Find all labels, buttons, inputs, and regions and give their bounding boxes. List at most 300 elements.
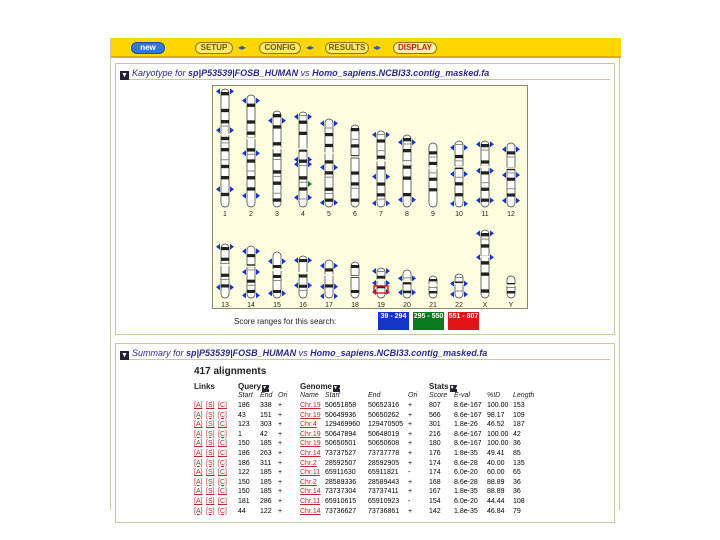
cell-gs: 28592507 <box>325 459 357 467</box>
hit-marker-icon[interactable] <box>308 114 312 120</box>
cell-pid: 100.00 <box>487 430 509 438</box>
genome-start-header: Start <box>325 392 340 399</box>
chromosome-label: 19 <box>377 302 385 309</box>
hit-marker-icon[interactable] <box>308 257 312 263</box>
chromosome-label: 17 <box>325 302 333 309</box>
hit-marker-icon[interactable] <box>490 254 494 260</box>
hit-marker-icon[interactable] <box>216 88 220 94</box>
hit-marker-icon[interactable] <box>294 195 298 201</box>
align-link[interactable]: [A] <box>194 440 203 448</box>
hit-marker-icon[interactable] <box>230 186 234 192</box>
cell-gs: 65911630 <box>325 469 356 477</box>
context-link[interactable]: [C] <box>218 507 227 515</box>
stats-length-header: Length <box>513 392 535 399</box>
chromosome-label: 16 <box>299 302 307 309</box>
cell-len: 187 <box>513 421 525 429</box>
cell-ge: 28592905 <box>368 459 400 467</box>
cell-len: 42 <box>513 430 521 438</box>
hit-marker-icon[interactable] <box>308 282 312 288</box>
cell-qs: 44 <box>238 507 246 515</box>
hit-marker-icon[interactable] <box>398 197 402 203</box>
cell-qe: 286 <box>260 498 272 505</box>
karyotype-title-prefix: Karyotype for <box>132 68 186 78</box>
sequence-link[interactable]: [S] <box>206 469 215 477</box>
hit-marker-icon[interactable] <box>230 88 234 94</box>
hit-marker-icon[interactable] <box>464 171 468 177</box>
chromosome-9[interactable] <box>429 143 438 218</box>
chromosome-17[interactable] <box>320 260 338 309</box>
align-link[interactable]: [A] <box>194 430 203 438</box>
chromosome-13[interactable] <box>216 244 234 309</box>
hit-marker-icon[interactable] <box>398 139 402 145</box>
hit-marker-icon[interactable] <box>320 293 324 299</box>
hit-marker-icon[interactable] <box>282 290 286 296</box>
context-link[interactable]: [C] <box>218 478 227 486</box>
chromosome-link[interactable]: Chr.14 <box>300 450 321 457</box>
context-link[interactable]: [C] <box>218 469 227 477</box>
cell-qs: 150 <box>238 440 250 448</box>
hit-marker-icon[interactable] <box>412 139 416 145</box>
hit-marker-icon[interactable] <box>334 200 338 206</box>
score-range-mid: 295 - 550 <box>413 312 444 330</box>
karyotype-ideogram[interactable] <box>213 86 529 310</box>
cell-ge: 50652316 <box>368 402 400 409</box>
cell-qo: + <box>278 507 283 515</box>
cell-qs: 186 <box>238 450 250 457</box>
cell-pid: 100.00 <box>487 402 509 409</box>
cell-qe: 303 <box>260 421 272 429</box>
cell-pid: 88.89 <box>487 478 505 486</box>
cell-len: 36 <box>513 478 521 486</box>
hit-marker-icon[interactable] <box>476 141 480 147</box>
hit-marker-icon[interactable] <box>450 171 454 177</box>
hit-marker-icon[interactable] <box>308 157 312 163</box>
sequence-link[interactable]: [S] <box>206 488 215 496</box>
query-header <box>238 382 273 392</box>
hit-marker-icon[interactable] <box>268 118 272 124</box>
hit-marker-icon[interactable] <box>320 263 324 269</box>
hit-marker-icon[interactable] <box>294 114 298 120</box>
chromosome-link[interactable]: Chr.4 <box>300 421 317 429</box>
cell-qo: + <box>278 469 283 477</box>
hit-marker-icon[interactable] <box>386 174 390 180</box>
chromosome-link[interactable]: Chr.11 <box>300 469 321 477</box>
hit-marker-icon[interactable] <box>320 200 324 206</box>
cell-eval: 6.0e-20 <box>454 469 478 477</box>
hit-marker-icon[interactable] <box>450 281 454 287</box>
chromosome-20[interactable] <box>398 270 416 309</box>
chromosome-link[interactable]: Chr.2 <box>300 459 317 467</box>
sequence-link[interactable]: [S] <box>206 430 215 438</box>
chromosome-10[interactable] <box>450 141 468 218</box>
cell-gs: 50647894 <box>325 430 357 438</box>
sequence-link[interactable]: [S] <box>206 478 215 486</box>
new-button[interactable]: new <box>131 42 165 54</box>
chromosome-label: 2 <box>249 211 253 218</box>
hit-marker-icon[interactable] <box>398 289 402 295</box>
hit-marker-icon[interactable] <box>386 280 390 286</box>
cell-pid: 98.17 <box>487 411 505 419</box>
hit-marker-icon[interactable] <box>372 132 376 138</box>
chromosome-X[interactable] <box>476 230 494 309</box>
hit-marker-icon[interactable] <box>502 172 506 178</box>
chromosome-1[interactable] <box>216 88 234 218</box>
hit-marker-icon[interactable] <box>450 291 454 297</box>
hit-marker-icon[interactable] <box>320 164 324 170</box>
chromosome-7[interactable] <box>372 131 390 218</box>
chromosome-5[interactable] <box>320 119 338 218</box>
cell-qe: 151 <box>260 411 272 419</box>
chromosome-21[interactable] <box>429 276 438 309</box>
hit-marker-icon[interactable] <box>372 268 376 274</box>
cell-len: 65 <box>513 469 521 477</box>
cell-gs: 73737304 <box>325 488 357 496</box>
chromosome-11[interactable] <box>476 141 494 218</box>
genome-ori-header: Ori <box>408 392 418 399</box>
context-link[interactable]: [C] <box>218 430 227 438</box>
chromosome-label: Y <box>508 302 514 309</box>
align-link[interactable]: [A] <box>194 450 203 457</box>
cell-eval: 8.6e-167 <box>454 440 482 448</box>
context-link[interactable]: [C] <box>218 488 227 496</box>
chromosome-link[interactable]: Chr.19 <box>300 402 321 409</box>
workflow-nav-bar <box>111 38 621 58</box>
hit-marker-icon[interactable] <box>490 230 494 236</box>
hit-marker-icon[interactable] <box>242 193 246 199</box>
hit-marker-icon[interactable] <box>268 258 272 264</box>
cell-eval: 1.8e-35 <box>454 507 478 515</box>
cell-eval: 8.6e-167 <box>454 402 482 409</box>
hit-marker-icon[interactable] <box>334 164 338 170</box>
hit-marker-icon[interactable] <box>398 275 402 281</box>
hit-marker-icon[interactable] <box>490 197 494 203</box>
hit-marker-icon[interactable] <box>464 145 468 151</box>
chromosome-19[interactable] <box>372 268 390 309</box>
cell-qo: + <box>278 478 283 486</box>
links-header: Links <box>194 382 215 391</box>
cell-qe: 185 <box>260 478 272 486</box>
sequence-link[interactable]: [S] <box>206 507 215 515</box>
hit-marker-icon[interactable] <box>216 186 220 192</box>
hit-marker-icon[interactable] <box>216 127 220 133</box>
cell-gs: 73737527 <box>325 450 357 457</box>
chromosome-label: 1 <box>223 211 227 218</box>
align-link[interactable]: [A] <box>194 498 203 505</box>
align-link[interactable]: [A] <box>194 478 203 486</box>
sequence-link[interactable]: [S] <box>206 440 215 448</box>
chromosome-Y[interactable] <box>507 276 516 309</box>
align-link[interactable]: [A] <box>194 421 203 429</box>
hit-marker-icon[interactable] <box>308 195 312 201</box>
hit-marker-icon[interactable] <box>320 284 324 290</box>
cell-go: + <box>408 488 413 496</box>
hit-marker-icon[interactable] <box>516 172 520 178</box>
query-start-header: Start <box>238 392 253 399</box>
context-link[interactable]: [C] <box>218 421 227 429</box>
hit-marker-icon[interactable] <box>268 290 272 296</box>
alignment-count: 417 alignments <box>194 366 267 377</box>
hit-marker-icon[interactable] <box>372 280 376 286</box>
cell-eval: 1.8e-26 <box>454 421 478 429</box>
summary-header <box>120 348 610 360</box>
context-link[interactable]: [C] <box>218 459 227 467</box>
chromosome-18[interactable] <box>351 262 360 309</box>
align-link[interactable]: [A] <box>194 507 203 515</box>
hit-marker-icon[interactable] <box>412 275 416 281</box>
sequence-link[interactable]: [S] <box>206 411 215 419</box>
context-link[interactable]: [C] <box>218 498 227 505</box>
hit-marker-icon[interactable] <box>282 118 286 124</box>
chromosome-label: X <box>482 302 488 309</box>
context-link[interactable]: [C] <box>218 450 227 457</box>
context-link[interactable]: [C] <box>218 440 227 448</box>
align-link[interactable]: [A] <box>194 469 203 477</box>
cell-score: 167 <box>429 488 441 496</box>
hit-marker-icon[interactable] <box>242 292 246 298</box>
summary-section <box>115 343 615 523</box>
query-name: sp|P53539|FOSB_HUMAN <box>188 68 299 78</box>
hit-marker-icon[interactable] <box>230 284 234 290</box>
vs-label: vs <box>300 68 310 78</box>
cell-pid: 44.44 <box>487 498 505 505</box>
sequence-link[interactable]: [S] <box>206 459 215 467</box>
hit-marker-icon[interactable] <box>464 201 468 207</box>
genome-name-header: Name <box>300 392 319 399</box>
cell-qs: 1 <box>238 430 242 438</box>
cell-score: 301 <box>429 421 441 429</box>
cell-go: + <box>408 430 413 438</box>
cell-len: 108 <box>513 498 525 505</box>
hit-marker-icon[interactable] <box>490 168 494 174</box>
cell-score: 168 <box>429 478 441 486</box>
mid-score-marker-icon[interactable] <box>308 181 312 187</box>
hit-marker-icon[interactable] <box>216 244 220 250</box>
cell-qe: 185 <box>260 488 272 496</box>
genome-header <box>300 382 343 392</box>
score-range-low: 39 - 294 <box>378 312 409 330</box>
hit-marker-icon[interactable] <box>216 284 220 290</box>
cell-qo: + <box>278 498 283 505</box>
hit-marker-icon[interactable] <box>476 230 480 236</box>
cell-eval: 6.0e-20 <box>454 498 478 505</box>
cell-gs: 28589336 <box>325 478 357 486</box>
arrow-icon: ◂▸ <box>373 43 382 52</box>
align-link[interactable]: [A] <box>194 488 203 496</box>
cell-pid: 60.00 <box>487 469 505 477</box>
cell-eval: 8.6e-28 <box>454 459 478 467</box>
chromosome-link[interactable]: Chr.2 <box>300 478 317 486</box>
hit-marker-icon[interactable] <box>450 145 454 151</box>
cell-score: 174 <box>429 469 441 477</box>
vs-label: vs <box>298 348 308 358</box>
hit-marker-icon[interactable] <box>450 201 454 207</box>
hit-marker-icon[interactable] <box>256 193 260 199</box>
chromosome-8[interactable] <box>398 135 416 218</box>
hit-marker-icon[interactable] <box>256 98 260 104</box>
hit-marker-icon[interactable] <box>242 98 246 104</box>
cell-go: + <box>408 450 413 457</box>
hit-marker-icon[interactable] <box>230 244 234 250</box>
hit-marker-icon[interactable] <box>464 281 468 287</box>
query-header-label: Query <box>238 382 262 391</box>
cell-pid: 49.41 <box>487 450 505 457</box>
hit-marker-icon[interactable] <box>294 257 298 263</box>
chromosome-2[interactable] <box>242 95 260 218</box>
cell-ge: 65911821 <box>368 469 399 477</box>
hit-marker-icon[interactable] <box>256 150 260 156</box>
hit-marker-icon[interactable] <box>334 284 338 290</box>
collapse-toggle-icon[interactable]: ▼ <box>121 72 128 79</box>
context-link[interactable]: [C] <box>218 411 227 419</box>
score-range-high: 551 - 807 <box>448 312 479 330</box>
hit-marker-icon[interactable] <box>242 248 246 254</box>
hit-marker-icon[interactable] <box>516 146 520 152</box>
cell-eval: 1.8e-35 <box>454 488 478 496</box>
chromosome-label: 14 <box>247 302 255 309</box>
chromosome-4[interactable] <box>294 112 312 218</box>
cell-qo: + <box>278 402 283 409</box>
hit-marker-icon[interactable] <box>372 174 376 180</box>
hit-marker-icon[interactable] <box>256 248 260 254</box>
hit-marker-icon[interactable] <box>308 161 312 167</box>
arrow-icon: ◂▸ <box>306 43 315 52</box>
sequence-link[interactable]: [S] <box>206 421 215 429</box>
collapse-toggle-icon[interactable]: ▼ <box>121 352 128 359</box>
sort-icon[interactable]: ▼▲ <box>333 385 343 391</box>
cell-score: 180 <box>429 440 441 448</box>
cell-ge: 73737778 <box>368 450 400 457</box>
chromosome-12[interactable] <box>502 143 520 218</box>
hit-marker-icon[interactable] <box>386 268 390 274</box>
chromosome-link[interactable]: Chr.19 <box>300 411 321 419</box>
chromosome-label: 3 <box>275 211 279 218</box>
chromosome-22[interactable] <box>450 274 468 309</box>
score-ranges-label: Score ranges for this search: <box>234 317 337 326</box>
sort-icon[interactable]: ▼▲ <box>262 385 273 391</box>
stats-eval-header: E-val <box>454 392 470 399</box>
sort-icon[interactable]: ▼▲ <box>449 385 460 391</box>
cell-qs: 43 <box>238 411 246 419</box>
chromosome-label: 15 <box>273 302 281 309</box>
cell-gs: 50651858 <box>325 402 357 409</box>
cell-qe: 122 <box>260 507 272 515</box>
chromosome-14[interactable] <box>242 246 260 309</box>
target-database: Homo_sapiens.NCBI33.contig_masked.fa <box>310 348 488 358</box>
target-database: Homo_sapiens.NCBI33.contig_masked.fa <box>312 68 490 78</box>
cell-go: + <box>408 507 413 515</box>
hit-marker-icon[interactable] <box>256 269 260 275</box>
context-link[interactable]: [C] <box>218 402 227 409</box>
chromosome-label: 11 <box>481 211 489 218</box>
cell-ge: 50650262 <box>368 411 400 419</box>
hit-marker-icon[interactable] <box>412 289 416 295</box>
cell-eval: 8.6e-167 <box>454 430 482 438</box>
cell-qe: 263 <box>260 450 272 457</box>
chromosome-link[interactable]: Chr.11 <box>300 498 321 505</box>
sequence-link[interactable]: [S] <box>206 402 215 409</box>
hit-marker-icon[interactable] <box>412 197 416 203</box>
hit-marker-icon[interactable] <box>256 292 260 298</box>
cell-len: 109 <box>513 411 525 419</box>
summary-title-prefix: Summary for <box>132 348 184 358</box>
hit-marker-icon[interactable] <box>386 200 390 206</box>
chromosome-label: 6 <box>353 211 357 218</box>
cell-qe: 311 <box>260 459 272 467</box>
setup-button[interactable]: SETUP <box>195 42 233 54</box>
align-link[interactable]: [A] <box>194 402 203 409</box>
hit-marker-icon[interactable] <box>476 197 480 203</box>
chromosome-link[interactable]: Chr.19 <box>300 430 321 438</box>
chromosome-link[interactable]: Chr.19 <box>300 440 321 448</box>
hit-marker-icon[interactable] <box>294 157 298 163</box>
results-button[interactable]: RESULTS <box>325 42 369 54</box>
hit-marker-icon[interactable] <box>294 161 298 167</box>
hit-marker-icon[interactable] <box>476 168 480 174</box>
cell-qe: 185 <box>260 469 272 477</box>
hit-marker-icon[interactable] <box>502 198 506 204</box>
hit-marker-icon[interactable] <box>242 150 246 156</box>
hit-marker-icon[interactable] <box>294 282 298 288</box>
hit-marker-icon[interactable] <box>502 146 506 152</box>
chromosome-label: 13 <box>221 302 229 309</box>
chromosome-3[interactable] <box>268 111 286 218</box>
display-button[interactable]: DISPLAY <box>393 42 437 54</box>
cell-pid: 40.00 <box>487 459 505 467</box>
cell-pid: 46.84 <box>487 507 505 515</box>
hit-marker-icon[interactable] <box>334 293 338 299</box>
cell-pid: 88.89 <box>487 488 505 496</box>
hit-marker-icon[interactable] <box>282 258 286 264</box>
hit-marker-icon[interactable] <box>334 263 338 269</box>
cell-ge: 129470505 <box>368 421 404 429</box>
cell-len: 135 <box>513 459 525 467</box>
config-button[interactable]: CONFIG <box>259 42 301 54</box>
chromosome-link[interactable]: Chr.14 <box>300 488 321 496</box>
align-link[interactable]: [A] <box>194 411 203 419</box>
align-link[interactable]: [A] <box>194 459 203 467</box>
sequence-link[interactable]: [S] <box>206 450 215 457</box>
chromosome-label: 4 <box>301 211 305 218</box>
stats-header <box>429 382 460 392</box>
chromosome-16[interactable] <box>294 256 312 309</box>
gbrowse-panel <box>110 38 620 515</box>
hit-marker-icon[interactable] <box>490 141 494 147</box>
hit-marker-icon[interactable] <box>242 269 246 275</box>
karyotype-image[interactable] <box>212 85 528 309</box>
hit-marker-icon[interactable] <box>386 132 390 138</box>
cell-score: 176 <box>429 450 441 457</box>
sequence-link[interactable]: [S] <box>206 498 215 505</box>
chromosome-label: 10 <box>455 211 463 218</box>
hit-marker-icon[interactable] <box>320 120 324 126</box>
hit-marker-icon[interactable] <box>230 127 234 133</box>
stats-pid-header: %ID <box>487 392 501 399</box>
chromosome-15[interactable] <box>268 252 286 309</box>
hit-marker-icon[interactable] <box>334 120 338 126</box>
cell-gs: 50649936 <box>325 411 357 419</box>
cell-gs: 129469960 <box>325 421 361 429</box>
cell-eval: 8.6e-167 <box>454 411 482 419</box>
chromosome-6[interactable] <box>351 125 360 218</box>
cell-qs: 186 <box>238 402 250 409</box>
cell-qs: 122 <box>238 469 250 477</box>
hit-marker-icon[interactable] <box>372 200 376 206</box>
hit-marker-icon[interactable] <box>476 254 480 260</box>
chromosome-link[interactable]: Chr.14 <box>300 507 321 515</box>
hit-marker-icon[interactable] <box>464 291 468 297</box>
cell-ge: 28589443 <box>368 478 400 486</box>
hit-marker-icon[interactable] <box>516 198 520 204</box>
